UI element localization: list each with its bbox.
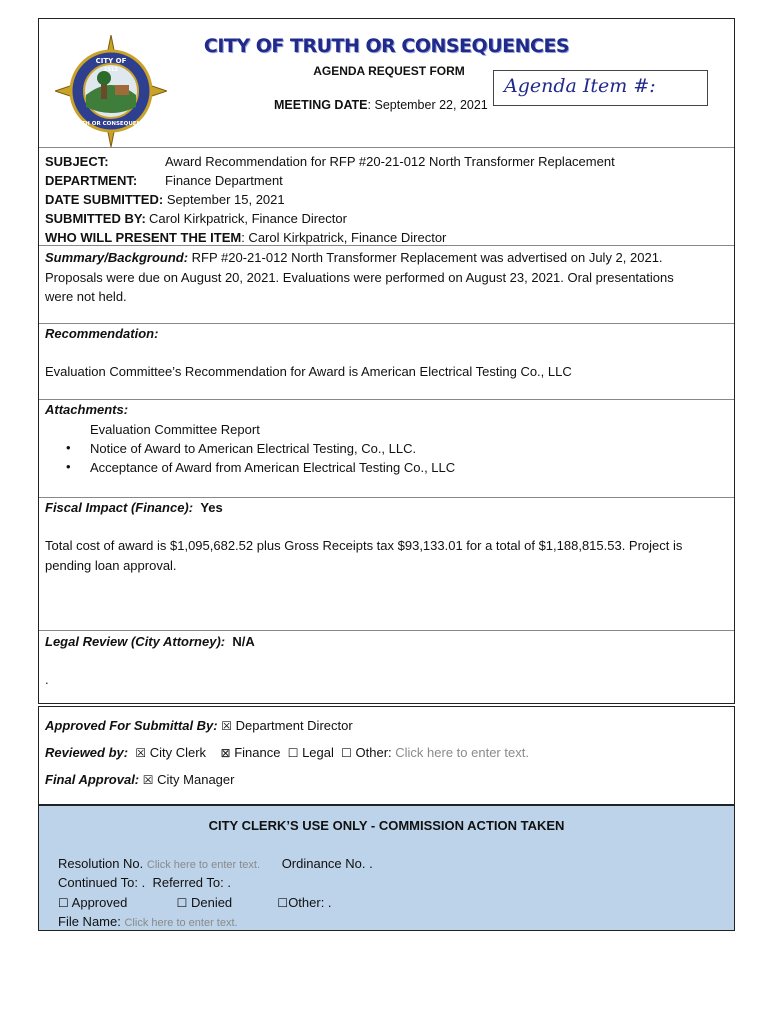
meeting-date-value: : September 22, 2021 — [367, 98, 488, 112]
recommendation-label: Recommendation: — [45, 326, 159, 341]
legal-label: Legal Review (City Attorney): — [45, 634, 226, 649]
submitted-by-value: Carol Kirkpatrick, Finance Director — [149, 211, 347, 226]
finance-checkbox[interactable]: ⊠ — [220, 746, 231, 760]
department-value: Finance Department — [165, 173, 283, 188]
subject-row — [45, 152, 615, 171]
bullet-icon: • — [66, 440, 71, 455]
legal-value: N/A — [232, 634, 255, 649]
submitted-by-row — [45, 209, 347, 228]
city-clerk-section — [38, 805, 735, 931]
attachment-item: Acceptance of Award from American Electrical Testing Co., LLC — [90, 460, 456, 475]
other-checkbox[interactable]: ☐ — [341, 746, 352, 760]
meeting-date — [274, 98, 488, 112]
divider — [39, 245, 734, 246]
clerk-other-checkbox[interactable]: ☐ — [277, 896, 289, 910]
final-approval-label: Final Approval: — [45, 772, 140, 787]
city-manager-label: City Manager — [157, 772, 235, 787]
city-title: CITY OF TRUTH OR CONSEQUENCES — [203, 35, 570, 57]
submitted-by-label: SUBMITTED BY: — [45, 211, 146, 226]
city-clerk-checkbox[interactable]: ☒ — [135, 746, 147, 760]
seal-year-text: 1912 — [104, 67, 118, 73]
attachment-item: Notice of Award to American Electrical Testing, Co., LLC. — [90, 441, 417, 456]
other-text-field[interactable]: Click here to enter text. — [395, 745, 529, 760]
resolution-row — [58, 854, 373, 875]
city-seal-logo — [55, 35, 167, 147]
divider — [39, 147, 734, 148]
resolution-field[interactable]: Click here to enter text. — [146, 859, 261, 871]
approved-checkbox[interactable]: ☐ — [58, 896, 69, 910]
date-submitted-label: DATE SUBMITTED: — [45, 192, 164, 207]
form-header — [39, 19, 734, 147]
fiscal-description — [45, 536, 725, 575]
denied-checkbox[interactable]: ☐ — [176, 896, 188, 910]
action-row — [58, 893, 332, 913]
summary-label: Summary/Background: — [45, 250, 189, 265]
fiscal-label: Fiscal Impact (Finance): — [45, 500, 194, 515]
file-name-row — [58, 912, 238, 933]
date-submitted-row — [45, 190, 285, 209]
divider — [39, 630, 734, 631]
date-submitted-value: September 15, 2021 — [163, 192, 285, 207]
fiscal-line-2: pending loan approval. — [45, 557, 177, 573]
reviewed-row — [45, 743, 529, 763]
subject-label: SUBJECT: — [45, 154, 109, 169]
city-manager-checkbox[interactable]: ☒ — [142, 773, 154, 787]
referred-field[interactable]: Referred To: . — [152, 875, 231, 890]
final-approval-row — [45, 770, 234, 790]
fiscal-value: Yes — [200, 500, 223, 515]
seal-bottom-text: TRUTH OR CONSEQUENCES — [69, 121, 153, 127]
submittal-label: Approved For Submittal By: — [45, 718, 218, 733]
continued-row — [58, 873, 231, 892]
attachments-label: Attachments: — [45, 402, 129, 417]
fiscal-line-1: Total cost of award is $1,095,682.52 plus Gross Receipts tax $93,133.01 for a total of $1,188,815.53. Project is — [45, 538, 683, 553]
summary-section — [45, 248, 725, 307]
recommendation-text: Evaluation Committee’s Recommendation for Award is American Electrical Testing Co., LLC — [45, 364, 572, 379]
summary-line-3: were not held. — [45, 289, 127, 304]
city-clerk-title: CITY CLERK’S USE ONLY - COMMISSION ACTION TAKEN — [208, 818, 565, 833]
meeting-date-label: MEETING DATE — [274, 98, 368, 112]
legal-row — [45, 632, 255, 651]
summary-line-1: RFP #20-21-012 North Transformer Replacement was advertised on July 2, 2021. — [188, 250, 663, 265]
other-label: Other: — [355, 745, 392, 760]
legal-checkbox[interactable]: ☐ — [287, 746, 299, 760]
department-row — [45, 171, 283, 190]
file-name-label: File Name: — [58, 914, 121, 929]
department-label: DEPARTMENT: — [45, 173, 138, 188]
ordinance-field[interactable]: Ordinance No. . — [281, 856, 373, 871]
attachment-item: Evaluation Committee Report — [90, 422, 260, 437]
finance-label: Finance — [234, 745, 281, 760]
divider — [39, 399, 734, 400]
form-title: AGENDA REQUEST FORM — [313, 64, 465, 78]
bullet-icon: • — [66, 459, 71, 474]
approval-section — [38, 706, 735, 805]
presenter-label: WHO WILL PRESENT THE ITEM — [45, 230, 242, 245]
agenda-form-frame — [38, 18, 735, 704]
continued-field[interactable]: Continued To: . — [58, 875, 146, 890]
file-name-field[interactable]: Click here to enter text. — [124, 917, 238, 929]
subject-value: Award Recommendation for RFP #20-21-012 North Transformer Replacement — [165, 154, 615, 169]
clerk-other-label: Other: . — [288, 895, 332, 910]
agenda-item-label: Agenda Item #: — [504, 75, 656, 97]
fiscal-row — [45, 498, 223, 517]
submittal-value: Department Director — [235, 718, 353, 733]
submittal-checkbox[interactable]: ☒ — [221, 719, 233, 733]
legal-label: Legal — [302, 745, 334, 760]
presenter-value: : Carol Kirkpatrick, Finance Director — [241, 230, 447, 245]
city-clerk-label: City Clerk — [149, 745, 207, 760]
resolution-label: Resolution No. — [58, 856, 144, 871]
approved-label: Approved — [71, 895, 128, 910]
reviewed-label: Reviewed by: — [45, 745, 129, 760]
summary-line-2: Proposals were due on August 20, 2021. Evaluations were performed on August 23, 2021. Oral presentations — [45, 269, 674, 285]
legal-note: . — [45, 672, 49, 687]
seal-top-text: CITY OF — [95, 57, 127, 65]
denied-label: Denied — [190, 895, 233, 910]
agenda-item-field[interactable] — [493, 70, 708, 106]
submittal-row — [45, 716, 353, 736]
